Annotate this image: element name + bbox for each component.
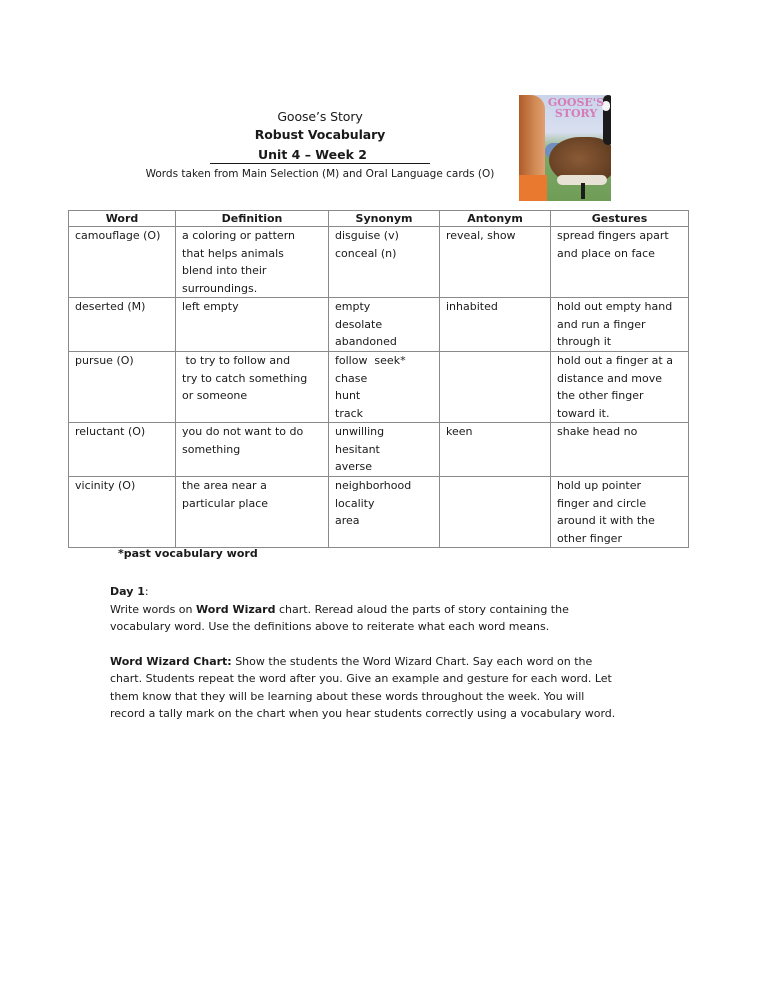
p2-line-1: Show the students the Word Wizard Chart. Say each word on the <box>231 654 593 668</box>
cover-title <box>541 97 611 119</box>
synonym-line: desolate <box>335 317 383 331</box>
word-cell <box>69 477 176 548</box>
vocabulary-table <box>68 210 689 548</box>
definition-cell <box>176 352 329 423</box>
definition-cell <box>176 298 329 352</box>
definition-cell <box>176 227 329 298</box>
synonym-line: hesitant <box>335 442 380 456</box>
definition-line: a coloring or pattern <box>182 229 295 242</box>
gesture-line: hold out empty hand <box>557 300 673 313</box>
definition-line: or someone <box>182 389 248 402</box>
antonym-cell <box>440 298 551 352</box>
synonym-line: hunt <box>335 389 361 402</box>
p1-line-2: vocabulary word. Use the definitions above to reiterate what each word means. <box>110 620 550 633</box>
gesture-cell <box>551 352 689 423</box>
unit-week-label: Unit 4 – Week 2 <box>210 147 430 164</box>
gesture-cell <box>551 477 689 548</box>
synonym-cell <box>329 352 440 423</box>
day-1-paragraph <box>110 601 670 636</box>
antonym-line: keen <box>446 425 473 438</box>
synonym-line: unwilling <box>335 425 385 438</box>
header-word: Word <box>69 211 176 227</box>
antonym-cell <box>440 352 551 423</box>
synonym-line: conceal (n) <box>335 246 397 260</box>
gesture-line: and place on face <box>557 246 655 260</box>
word-cell <box>69 298 176 352</box>
word-text: deserted (M) <box>75 300 146 313</box>
goose-leg <box>581 183 585 199</box>
gesture-line: distance and move <box>557 371 663 385</box>
table-row <box>69 423 689 477</box>
synonym-cell <box>329 227 440 298</box>
word-wizard-paragraph <box>110 653 670 723</box>
gesture-line: hold out a finger at a <box>557 354 673 367</box>
gesture-line: spread fingers apart <box>557 229 669 242</box>
definition-line: that helps animals <box>182 246 284 260</box>
antonym-cell <box>440 423 551 477</box>
gesture-line: toward it. <box>557 406 610 420</box>
header-gestures: Gestures <box>551 211 689 227</box>
table-row <box>69 227 689 298</box>
synonym-line: empty <box>335 300 371 313</box>
p2-line-2: chart. Students repeat the word after you. Give an example and gesture for each word. Let <box>110 672 612 685</box>
p1-text-cont: chart. Reread aloud the parts of story containing the <box>275 602 569 616</box>
footnote: *past vocabulary word <box>118 547 258 560</box>
book-cover-image <box>519 95 611 201</box>
synonym-line: track <box>335 406 363 420</box>
word-text: pursue (O) <box>75 354 134 367</box>
gesture-line: hold up pointer <box>557 479 642 492</box>
synonym-line: neighborhood <box>335 479 412 492</box>
synonym-cell <box>329 423 440 477</box>
word-text: camouflage (O) <box>75 229 161 242</box>
day-heading-text: Day 1 <box>110 585 145 598</box>
word-text: reluctant (O) <box>75 425 146 438</box>
header-synonym: Synonym <box>329 211 440 227</box>
definition-line: try to catch something <box>182 371 308 385</box>
day-1-section <box>110 583 670 723</box>
antonym-cell <box>440 477 551 548</box>
definition-line: particular place <box>182 496 269 510</box>
definition-line: the area near a <box>182 479 267 492</box>
word-cell <box>69 227 176 298</box>
gesture-cell <box>551 423 689 477</box>
p1-bold: Word Wizard <box>196 602 276 616</box>
definition-line: blend into their <box>182 264 267 277</box>
antonym-line: reveal, show <box>446 229 516 242</box>
day-heading-colon: : <box>144 585 149 598</box>
definition-cell <box>176 477 329 548</box>
table-row <box>69 352 689 423</box>
cover-title-line-1: GOOSE'S <box>547 96 605 109</box>
definition-cell <box>176 423 329 477</box>
definition-line: you do not want to do <box>182 425 304 438</box>
cover-title-line-2: STORY <box>554 107 598 120</box>
synonym-line: follow seek* <box>335 354 406 367</box>
synonym-line: disguise (v) <box>335 229 399 242</box>
paragraph-gap <box>110 636 670 653</box>
gesture-line: the other finger <box>557 389 644 402</box>
header-definition: Definition <box>176 211 329 227</box>
gesture-line: other finger <box>557 531 622 545</box>
table-row <box>69 477 689 548</box>
definition-line: something <box>182 442 241 456</box>
word-cell <box>69 352 176 423</box>
gesture-line: through it <box>557 335 612 348</box>
section-title: Robust Vocabulary <box>254 127 386 142</box>
definition-line: left empty <box>182 300 239 313</box>
gesture-line: around it with the <box>557 514 655 527</box>
document-header <box>130 108 510 182</box>
synonym-line: abandoned <box>335 335 397 348</box>
girl-shirt <box>519 175 547 201</box>
gesture-cell <box>551 227 689 298</box>
gesture-line: and run a finger <box>557 317 646 331</box>
synonym-line: averse <box>335 460 373 473</box>
header-antonym: Antonym <box>440 211 551 227</box>
p2-line-4: record a tally mark on the chart when you hear students correctly using a vocabulary word. <box>110 707 616 720</box>
antonym-line: inhabited <box>446 300 498 313</box>
story-title: Goose’s Story <box>277 109 363 124</box>
p1-text: Write words on <box>110 602 197 616</box>
word-cell <box>69 423 176 477</box>
word-text: vicinity (O) <box>75 479 136 492</box>
gesture-line: finger and circle <box>557 496 647 510</box>
p2-bold: Word Wizard Chart: <box>110 654 232 668</box>
table-row <box>69 298 689 352</box>
p2-line-3: them know that they will be learning about these words throughout the week. You will <box>110 689 585 703</box>
synonym-cell <box>329 298 440 352</box>
subtitle: Words taken from Main Selection (M) and Oral Language cards (O) <box>145 168 495 180</box>
day-1-heading <box>110 583 670 601</box>
synonym-line: locality <box>335 496 375 510</box>
antonym-cell <box>440 227 551 298</box>
definition-line: to try to follow and <box>182 354 291 367</box>
synonym-cell <box>329 477 440 548</box>
table-header-row <box>69 211 689 227</box>
gesture-line: shake head no <box>557 425 638 438</box>
definition-line: surroundings. <box>182 281 258 295</box>
synonym-line: chase <box>335 371 368 385</box>
gesture-cell <box>551 298 689 352</box>
synonym-line: area <box>335 514 360 527</box>
